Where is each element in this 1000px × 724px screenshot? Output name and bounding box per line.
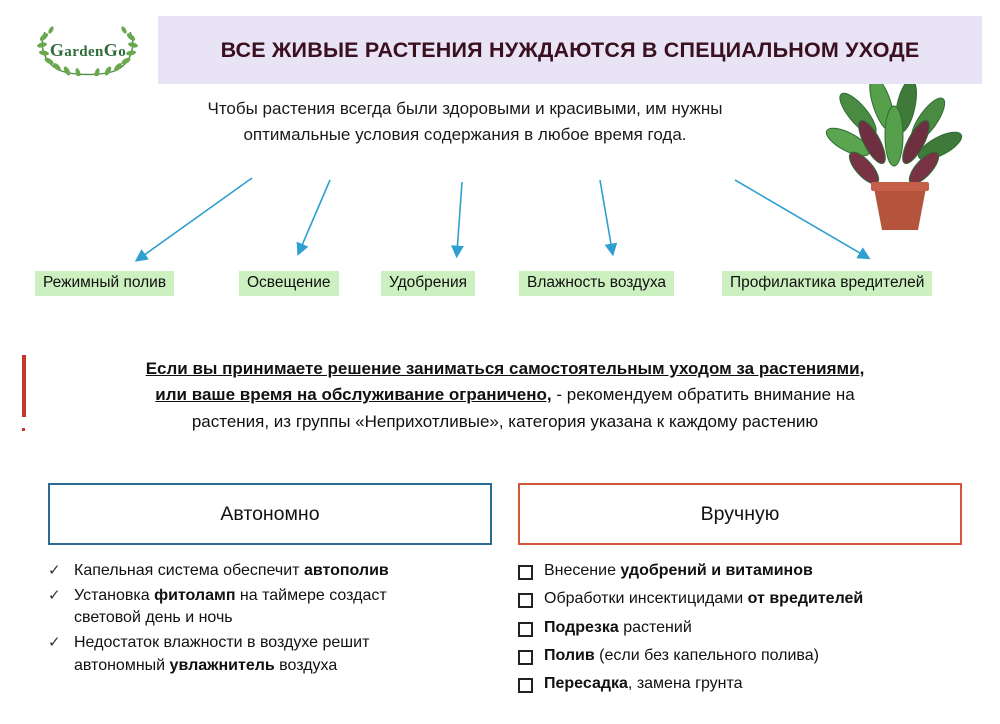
logo-char-o: o [118, 43, 127, 60]
tag-lighting[interactable]: Освещение [239, 271, 339, 296]
quote-bold-line-1: Если вы принимаете решение заниматься самостоятельным уходом за растениями, [145, 359, 865, 378]
list-item-text: Пересадка, замена грунта [544, 675, 743, 693]
check-icon: ✓ [48, 634, 61, 652]
logo-wreath [35, 24, 141, 76]
list-item-text: Обработки инсектицидами от вредителей [544, 590, 864, 608]
column-header-autonomous [48, 483, 492, 545]
list-item [48, 560, 498, 583]
arrow-group [0, 150, 1000, 280]
list-item-text: Подрезка растений [544, 618, 692, 636]
logo-char-g2: G [103, 39, 119, 60]
checkbox-square[interactable] [518, 593, 533, 608]
logo [18, 16, 158, 84]
checkbox-icon[interactable] [518, 673, 544, 699]
column-header-manual [518, 483, 962, 545]
logo-char-arden: arden [64, 43, 104, 60]
checkbox-square[interactable] [518, 565, 533, 580]
checkbox-square[interactable] [518, 622, 533, 637]
list-item [518, 645, 978, 671]
arrow-to-watering [140, 178, 252, 258]
arrow-to-lighting [300, 180, 330, 250]
list-manual [518, 560, 978, 701]
logo-wordmark [50, 40, 126, 61]
tag-pests[interactable]: Профилактика вредителей [722, 271, 932, 296]
column-header-autonomous-label: Автономно [220, 502, 320, 525]
list-item [48, 585, 498, 630]
intro-line-1: Чтобы растения всегда были здоровыми и красивыми, им нужны [207, 99, 723, 118]
checkbox-icon[interactable] [518, 645, 544, 671]
tag-row [30, 271, 985, 297]
page-title-text: ВСЕ ЖИВЫЕ РАСТЕНИЯ НУЖДАЮТСЯ В СПЕЦИАЛЬНОМ УХОДЕ [220, 37, 920, 62]
quote-plain-2: растения, из группы «Неприхотливые», категория указана к каждому растению [191, 411, 819, 431]
list-item [518, 588, 978, 614]
list-item [518, 617, 978, 643]
intro-line-2: оптимальные условия содержания в любое время года. [243, 124, 687, 144]
checkbox-square[interactable] [518, 650, 533, 665]
quote-accent-bar [22, 355, 26, 417]
list-item-text: Полив (если без капельного полива) [544, 646, 819, 664]
check-icon: ✓ [48, 562, 61, 579]
tag-watering[interactable]: Режимный полив [35, 271, 174, 296]
arrow-to-pests [735, 180, 865, 256]
list-item-text: Внесение удобрений и витаминов [544, 562, 813, 579]
checkbox-square[interactable] [518, 678, 533, 693]
quote-plain-1: - рекомендуем обратить внимание на [551, 385, 855, 405]
header-band [18, 16, 982, 84]
list-item-text: Установка фитоламп на таймере создаст световой день и ночь [74, 586, 387, 627]
list-item [48, 632, 498, 677]
quote-block [40, 356, 970, 435]
tag-fertilizer[interactable]: Удобрения [381, 271, 475, 296]
checkbox-icon[interactable] [518, 588, 544, 614]
check-icon: ✓ [48, 586, 61, 604]
quote-bold-line-2: или ваше время на обслуживание ограничено, [155, 385, 552, 405]
checkbox-icon[interactable] [518, 617, 544, 643]
logo-char-g1: G [49, 39, 65, 60]
tag-humidity[interactable]: Влажность воздуха [519, 271, 674, 296]
page-title [158, 16, 982, 84]
list-item-text: Капельная система обеспечит автополив [74, 562, 389, 579]
quote-accent-dot [22, 428, 25, 431]
checkbox-icon[interactable] [518, 560, 544, 586]
list-item [518, 560, 978, 586]
list-item [518, 673, 978, 699]
list-autonomous [48, 560, 498, 680]
intro-text [150, 96, 780, 147]
arrow-to-fertilizer [457, 182, 462, 252]
list-item-text: Недостаток влажности в воздухе решит автономный увлажнитель воздуха [74, 634, 370, 674]
column-header-manual-label: Вручную [700, 502, 780, 525]
arrow-to-humidity [600, 180, 612, 250]
